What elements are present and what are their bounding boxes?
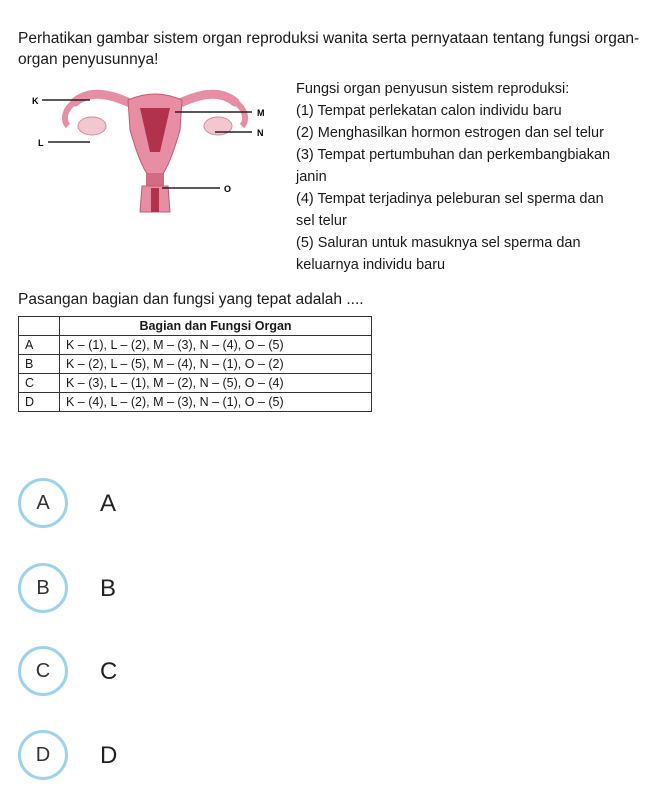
table-row: [19, 393, 372, 412]
option-b[interactable]: [18, 563, 438, 619]
cervix: [146, 173, 164, 187]
row-text: K – (4), L – (2), M – (3), N – (1), O – (5): [60, 393, 372, 412]
label-n: N: [257, 128, 264, 138]
option-b-circle[interactable]: B: [18, 563, 68, 613]
option-d-label[interactable]: D: [100, 742, 118, 769]
vaginal-canal: [151, 188, 159, 212]
table-row: [19, 336, 372, 355]
row-text: K – (2), L – (5), M – (4), N – (1), O – (2): [60, 355, 372, 374]
question-text: Perhatikan gambar sistem organ reproduksi wanita serta pernyataan tentang fungsi organ-organ penyusunnya!: [18, 30, 640, 68]
row-letter: A: [19, 336, 60, 355]
function-line: (3) Tempat pertumbuhan dan perkembangbiakan: [296, 147, 611, 163]
function-line: (5) Saluran untuk masuknya sel sperma dan: [296, 235, 581, 251]
function-line: (1) Tempat perlekatan calon individu baru: [296, 103, 562, 119]
option-a-label[interactable]: A: [100, 490, 117, 517]
right-fimbriae: [235, 102, 245, 126]
function-line: keluarnya individu baru: [296, 257, 446, 273]
function-line: janin: [296, 169, 327, 185]
reproductive-system-diagram: [30, 80, 280, 220]
left-fimbriae: [65, 102, 75, 126]
label-m: M: [257, 108, 265, 118]
table-row: [19, 355, 372, 374]
option-b-label[interactable]: B: [100, 575, 117, 602]
row-letter: D: [19, 393, 60, 412]
left-ovary: [78, 117, 106, 135]
option-a-circle[interactable]: A: [18, 478, 68, 528]
option-d-circle[interactable]: D: [18, 730, 68, 780]
label-o: O: [224, 184, 232, 194]
row-text: K – (3), L – (1), M – (2), N – (5), O – (4): [60, 374, 372, 393]
row-text: K – (1), L – (2), M – (3), N – (4), O – (5): [60, 336, 372, 355]
function-line: (4) Tempat terjadinya peleburan sel sperma dan: [296, 191, 604, 207]
row-letter: B: [19, 355, 60, 374]
label-k: K: [32, 96, 39, 106]
table-header-empty: [19, 317, 60, 336]
table-header-row: [19, 317, 372, 336]
table-header: Bagian dan Fungsi Organ: [60, 317, 372, 336]
prompt-text: Pasangan bagian dan fungsi yang tepat adalah ....: [18, 291, 364, 308]
function-line: (2) Menghasilkan hormon estrogen dan sel telur: [296, 125, 604, 141]
table-row: [19, 374, 372, 393]
answer-table: [18, 316, 372, 412]
option-c[interactable]: [18, 646, 438, 702]
function-line: sel telur: [296, 213, 347, 229]
option-c-label[interactable]: C: [100, 658, 118, 685]
option-c-circle[interactable]: C: [18, 646, 68, 696]
label-l: L: [38, 138, 44, 148]
functions-title: Fungsi organ penyusun sistem reproduksi:: [296, 81, 570, 97]
functions-list: [296, 78, 656, 276]
option-a[interactable]: [18, 478, 438, 534]
row-letter: C: [19, 374, 60, 393]
option-d[interactable]: [18, 730, 438, 786]
